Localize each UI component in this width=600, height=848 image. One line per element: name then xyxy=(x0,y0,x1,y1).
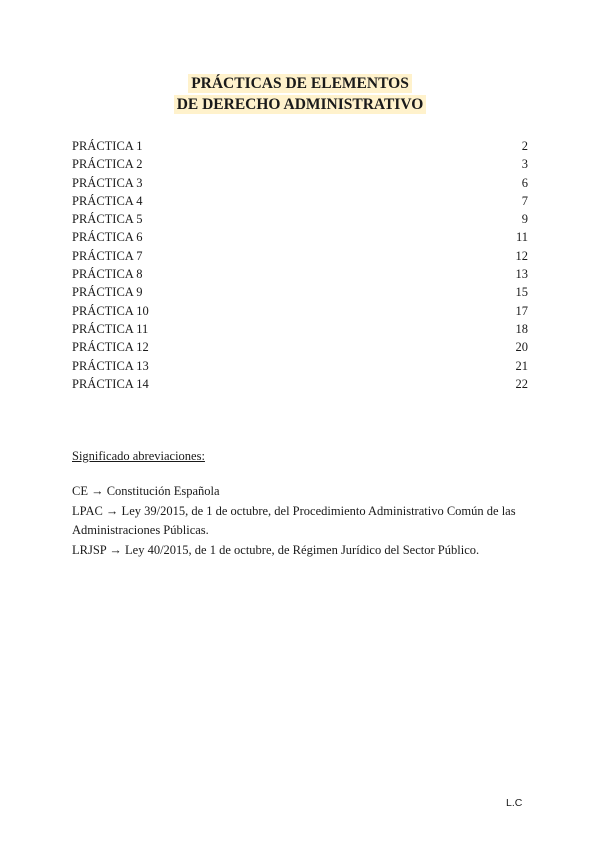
toc-entry[interactable] xyxy=(72,192,528,210)
toc-label: PRÁCTICA 5 xyxy=(72,212,143,227)
toc-entry[interactable] xyxy=(72,174,528,192)
toc-label: PRÁCTICA 6 xyxy=(72,230,143,245)
toc-entry[interactable] xyxy=(72,210,528,228)
abbreviations-heading: Significado abreviaciones: xyxy=(72,449,205,463)
toc-label: PRÁCTICA 4 xyxy=(72,193,143,208)
toc-page-number: 12 xyxy=(515,248,528,263)
toc-page-number: 15 xyxy=(515,285,528,300)
footer-initials: L.C xyxy=(506,797,523,809)
table-of-contents xyxy=(72,137,528,393)
toc-entry[interactable] xyxy=(72,302,528,320)
toc-label: PRÁCTICA 11 xyxy=(72,321,149,336)
toc-page-number: 11 xyxy=(515,230,528,245)
toc-page-number: 7 xyxy=(521,193,528,208)
toc-entry[interactable] xyxy=(72,247,528,265)
title-line-1-text: PRÁCTICAS DE ELEMENTOS xyxy=(188,74,412,93)
toc-entry[interactable] xyxy=(72,338,528,356)
toc-label: PRÁCTICA 3 xyxy=(72,175,143,190)
toc-page-number: 2 xyxy=(521,139,528,153)
toc-page-number: 18 xyxy=(515,321,528,336)
toc-entry[interactable] xyxy=(72,137,528,155)
toc-label: PRÁCTICA 13 xyxy=(72,358,149,373)
toc-page-number: 3 xyxy=(521,157,528,172)
toc-page-number: 21 xyxy=(515,358,528,373)
toc-label: PRÁCTICA 9 xyxy=(72,285,143,300)
abbreviation-lpac: LPAC → Ley 39/2015, de 1 de octubre, del Procedimiento Administrativo Común de las Administraciones Públicas. xyxy=(72,504,516,537)
abbreviation-ce: CE → Constitución Española xyxy=(72,484,220,498)
toc-entry[interactable] xyxy=(72,375,528,393)
toc-page-number: 22 xyxy=(515,376,528,391)
toc-label: PRÁCTICA 10 xyxy=(72,303,149,318)
toc-page-number: 17 xyxy=(515,303,528,318)
toc-page-number: 9 xyxy=(521,212,528,227)
toc-entry[interactable] xyxy=(72,357,528,375)
toc-page-number: 6 xyxy=(521,175,528,190)
toc-entry[interactable] xyxy=(72,265,528,283)
toc-label: PRÁCTICA 1 xyxy=(72,139,143,153)
toc-page-number: 20 xyxy=(515,340,528,355)
toc-label: PRÁCTICA 7 xyxy=(72,248,143,263)
toc-label: PRÁCTICA 14 xyxy=(72,376,149,391)
toc-entry[interactable] xyxy=(72,283,528,301)
toc-label: PRÁCTICA 2 xyxy=(72,157,143,172)
toc-entry[interactable] xyxy=(72,155,528,173)
document-title-line-1 xyxy=(0,73,600,94)
title-line-2-text: DE DERECHO ADMINISTRATIVO xyxy=(174,95,427,114)
abbreviation-lrjsp: LRJSP → Ley 40/2015, de 1 de octubre, de Régimen Jurídico del Sector Público. xyxy=(72,543,480,557)
toc-page-number: 13 xyxy=(515,267,528,282)
toc-entry[interactable] xyxy=(72,320,528,338)
toc-entry[interactable] xyxy=(72,228,528,246)
toc-label: PRÁCTICA 12 xyxy=(72,340,149,355)
toc-label: PRÁCTICA 8 xyxy=(72,267,143,282)
document-title-line-2 xyxy=(0,94,600,115)
